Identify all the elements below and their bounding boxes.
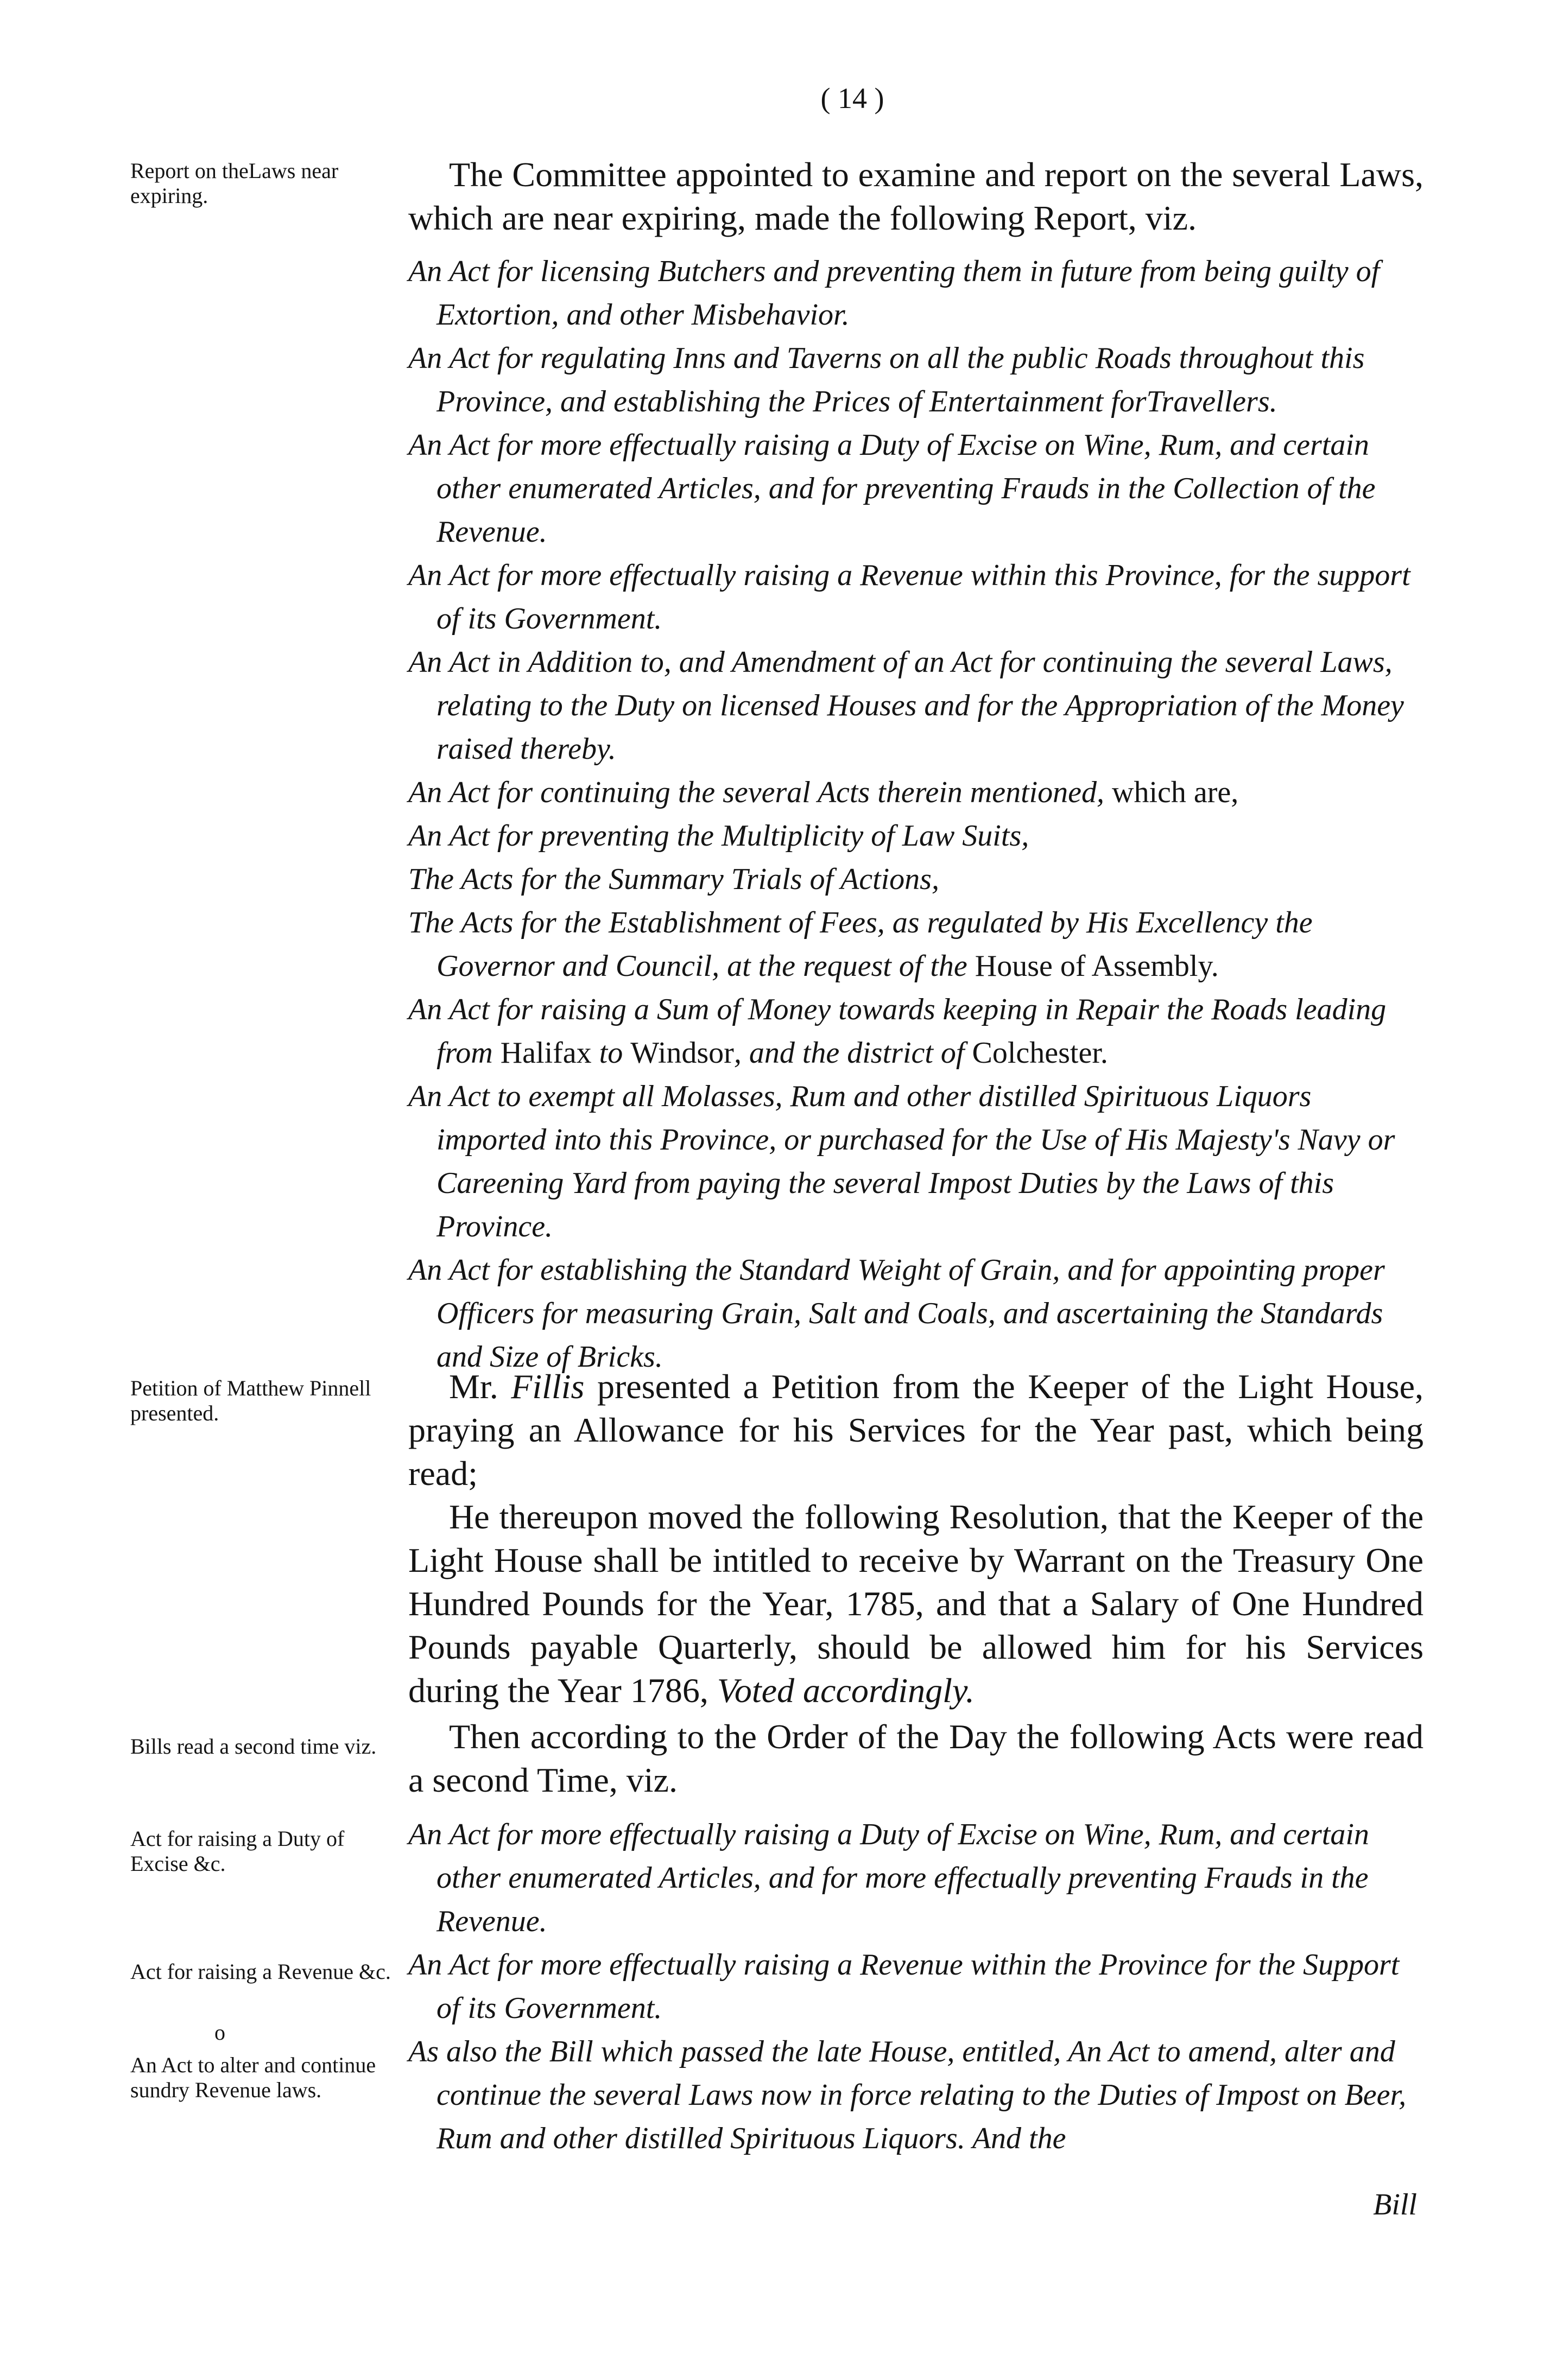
margin-note-report: Report on theLaws near expiring. <box>130 158 339 208</box>
report-act-9-text: The Acts for the Establishment of Fees, as regulated by His Excellency the Governor and Council, at the request of the <box>408 906 1313 983</box>
second-reading-act-3: As also the Bill which passed the late House, entitled, An Act to amend, alter and continue the several Laws now in force relating to the Duties of Impost on Beer, Rum and other distilled Spirituous Liquors. And the <box>408 2035 1407 2155</box>
petition-rest: presented a Petition from the Keeper of the Light House, praying an Allowance for his Services for the Year past, which being read; <box>408 1367 1424 1493</box>
petition-voted: Voted accordingly. <box>717 1671 975 1710</box>
report-act-4: An Act for more effectually raising a Revenue within this Province, for the support of its Government. <box>408 558 1410 636</box>
margin-note-petition: Petition of Matthew Pinnell presented. <box>130 1376 371 1425</box>
margin-note-alter: An Act to alter and continue sundry Revenue laws. <box>130 2053 376 2102</box>
margin-note-o: o <box>214 2020 225 2045</box>
margin-note-revenue: Act for raising a Revenue &c. <box>130 1959 391 1984</box>
report-act-6-which: which are, <box>1104 776 1239 809</box>
petition-mr: Mr. <box>449 1367 511 1406</box>
report-act-8: The Acts for the Summary Trials of Actions, <box>408 862 939 896</box>
petition-para-2 <box>408 1495 1424 1712</box>
report-act-3: An Act for more effectually raising a Duty of Excise on Wine, Rum, and certain other enumerated Articles, and for preventing Frauds in the Collection of the Revenue. <box>408 428 1376 549</box>
place-colchester: Colchester. <box>972 1036 1108 1070</box>
catchword: Bill <box>1373 2188 1417 2222</box>
report-act-9-house: House of Assembly. <box>975 949 1219 983</box>
petition-name: Fillis <box>511 1367 585 1406</box>
report-act-9 <box>408 901 1424 988</box>
report-act-10 <box>408 988 1424 1075</box>
report-act-6-text: An Act for continuing the several Acts therein mentioned, <box>408 776 1105 809</box>
report-act-1: An Act for licensing Butchers and preventing them in future from being guilty of Extortion, and other Misbehavior. <box>408 255 1380 332</box>
petition-resolution: He thereupon moved the following Resolution, that the Keeper of the Light House shall be intitled to receive by Warrant on the Treasury One Hundred Pounds for the Year, 1785, and that a Salary of One Hundred Pounds payable Quarterly, should be allowed him for his Services during the Year 1786, <box>408 1497 1424 1710</box>
report-act-10-district: , and the district of <box>733 1036 972 1070</box>
report-act-10-to: to <box>591 1036 631 1070</box>
second-reading-act-1: An Act for more effectually raising a Duty of Excise on Wine, Rum, and certain other enumerated Articles, and for more effectually preventing Frauds in the Revenue. <box>408 1818 1369 1938</box>
second-reading-act-2: An Act for more effectually raising a Revenue within the Province for the Support of its Government. <box>408 1948 1400 2025</box>
page-number: ( 14 ) <box>820 82 884 115</box>
report-act-11: An Act to exempt all Molasses, Rum and other distilled Spirituous Liquors imported into this Province, or purchased for the Use of His Majesty's Navy or Careening Yard from paying the several Impost Duties by the Laws of this Province. <box>408 1080 1395 1243</box>
report-act-10-text: An Act for raising a Sum of Money towards keeping in Repair the Roads leading from <box>408 993 1387 1070</box>
report-intro: The Committee appointed to examine and report on the several Laws, which are near expiring, made the following Report, viz. <box>408 155 1424 237</box>
report-act-7: An Act for preventing the Multiplicity of Law Suits, <box>408 819 1029 853</box>
margin-note-excise: Act for raising a Duty of Excise &c. <box>130 1826 345 1876</box>
margin-note-bills: Bills read a second time viz. <box>130 1734 377 1759</box>
report-act-2: An Act for regulating Inns and Taverns on all the public Roads throughout this Province, and establishing the Prices of Entertainment forTravellers. <box>408 341 1365 418</box>
place-halifax: Halifax <box>500 1036 592 1070</box>
report-act-5: An Act in Addition to, and Amendment of an Act for continuing the several Laws, relating to the Duty on licensed Houses and for the Appropriation of the Money raised thereby. <box>408 645 1404 766</box>
place-windsor: Windsor <box>630 1036 734 1070</box>
second-reading-intro: Then according to the Order of the Day the following Acts were read a second Time, viz. <box>408 1717 1424 1799</box>
report-act-12: An Act for establishing the Standard Weight of Grain, and for appointing proper Officers for measuring Grain, Salt and Coals, and ascertaining the Standards and Size of Bricks. <box>408 1253 1385 1374</box>
report-act-6 <box>408 771 1424 814</box>
petition-para-1 <box>408 1365 1424 1495</box>
